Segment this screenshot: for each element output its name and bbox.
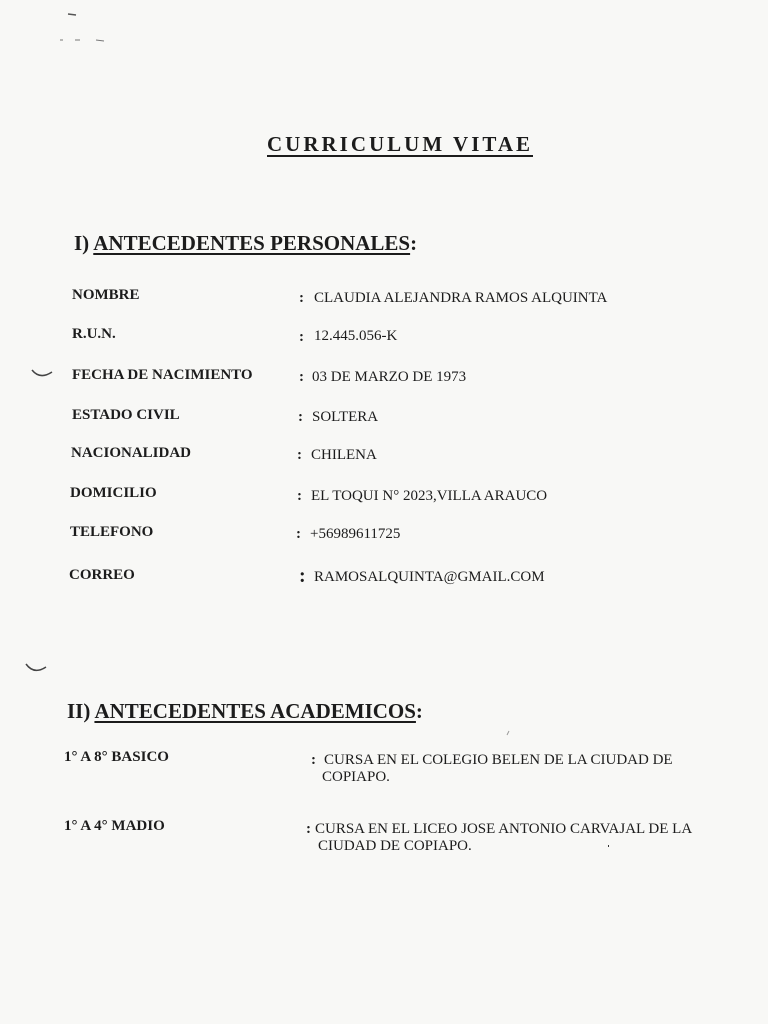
section-personal-heading: [74, 231, 417, 256]
academic-value-line: CIUDAD DE COPIAPO.: [318, 838, 472, 854]
field-value-correo: RAMOSALQUINTA@GMAIL.COM: [314, 569, 545, 585]
field-label-nombre: NOMBRE: [72, 287, 140, 303]
field-colon: :: [311, 752, 316, 768]
field-colon: :: [299, 369, 304, 385]
academic-value-line: COPIAPO.: [322, 769, 390, 785]
field-colon: :: [297, 447, 302, 463]
field-value-run: 12.445.056-K: [314, 328, 398, 344]
field-colon: :: [297, 488, 302, 504]
academic-label-basico: 1° A 8° BASICO: [64, 749, 169, 765]
academic-value-basico: [311, 752, 673, 786]
field-value-nombre: CLAUDIA ALEJANDRA RAMOS ALQUINTA: [314, 290, 608, 306]
field-value-fecha-nacimiento: 03 DE MARZO DE 1973: [312, 369, 467, 385]
academic-value-text: CURSA EN EL COLEGIO BELEN DE LA CIUDAD DE: [324, 752, 673, 768]
field-value-estado-civil: SOLTERA: [312, 409, 379, 425]
field-label-nacionalidad: NACIONALIDAD: [71, 445, 192, 461]
section-title: ANTECEDENTES PERSONALES: [93, 231, 411, 255]
academic-label-medio: 1° A 4° MADIO: [64, 818, 165, 834]
document-title: [0, 132, 768, 157]
field-colon: :: [296, 526, 301, 542]
field-label-fecha-nacimiento: FECHA DE NACIMIENTO: [72, 367, 253, 383]
academic-value-medio: [306, 821, 692, 855]
section-title: ANTECEDENTES ACADEMICOS: [94, 699, 416, 723]
field-value-nacionalidad: CHILENA: [311, 447, 377, 463]
academic-value-line: [306, 821, 692, 838]
field-colon: :: [306, 821, 311, 837]
document-title-text: CURRICULUM VITAE: [267, 132, 533, 156]
academic-value-line: [311, 752, 673, 769]
field-label-telefono: TELEFONO: [70, 524, 154, 540]
field-label-correo: CORREO: [69, 567, 135, 583]
section-number: II): [67, 699, 91, 723]
field-label-estado-civil: ESTADO CIVIL: [72, 407, 180, 423]
field-value-telefono: +56989611725: [310, 526, 401, 542]
section-academic-heading: [67, 699, 423, 724]
section-colon: :: [410, 231, 418, 255]
academic-value-text: CURSA EN EL LICEO JOSE ANTONIO CARVAJAL DE LA: [315, 821, 693, 837]
field-value-domicilio: EL TOQUI N° 2023,VILLA ARAUCO: [311, 488, 548, 504]
field-colon: :: [299, 290, 304, 306]
section-number: I): [74, 231, 90, 255]
field-label-run: R.U.N.: [72, 326, 116, 342]
field-colon: :: [299, 329, 304, 345]
field-label-domicilio: DOMICILIO: [70, 485, 157, 501]
field-colon: :: [299, 565, 306, 587]
field-colon: :: [298, 409, 303, 425]
section-colon: :: [415, 699, 423, 723]
